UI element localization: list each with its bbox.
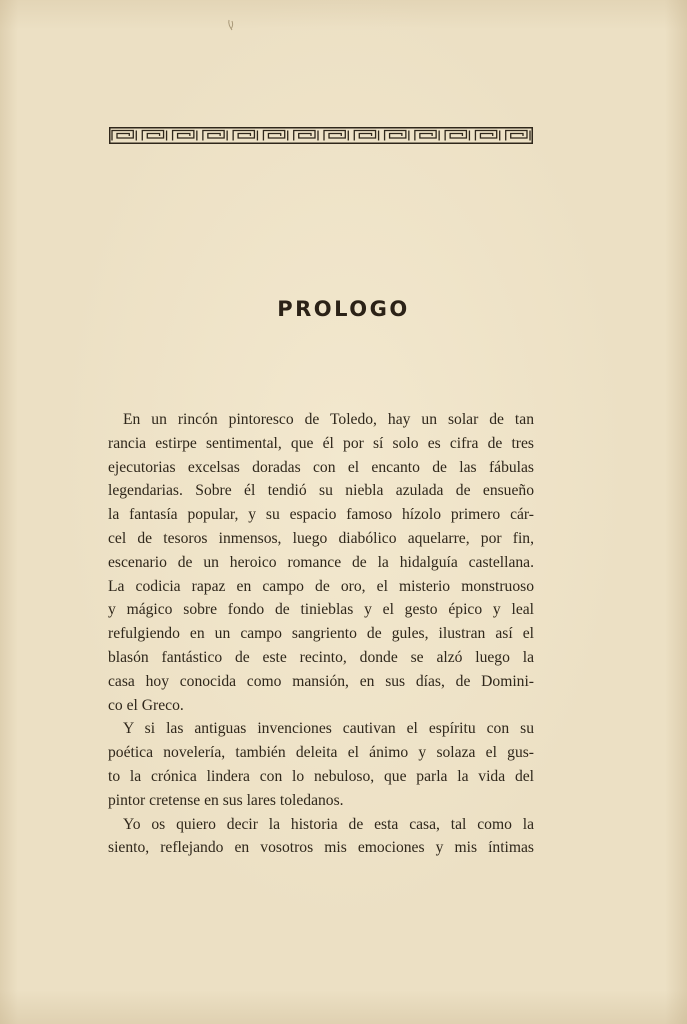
prologue-text — [108, 408, 534, 860]
text-line: Yo os quiero decir la historia de esta casa, tal como la — [123, 815, 534, 833]
text-line: rancia estirpe sentimental, que él por sí solo es cifra de tres — [108, 434, 534, 452]
greek-key-ornament — [109, 127, 533, 144]
meander-unit — [142, 131, 166, 141]
text-line: la fantasía popular, y su espacio famoso hízolo primero cár- — [108, 506, 534, 524]
meander-unit — [506, 131, 530, 141]
text-line: refulgiendo en un campo sangriento de gules, ilustran así el — [108, 625, 534, 643]
text-line: siento, reflejando en vosotros mis emociones y mis íntimas — [108, 839, 534, 857]
text-line: La codicia rapaz en campo de oro, el misterio monstruoso — [108, 577, 534, 595]
meander-unit — [173, 131, 197, 141]
text-line: escenario de un heroico romance de la hidalguía castellana. — [108, 553, 534, 571]
meander-unit — [294, 131, 318, 141]
meander-unit — [354, 131, 378, 141]
text-line: pintor cretense en sus lares toledanos. — [108, 791, 344, 809]
text-line: casa hoy conocida como mansión, en sus días, de Domini- — [108, 672, 534, 690]
text-line: En un rincón pintoresco de Toledo, hay un solar de tan — [123, 411, 534, 428]
text-line: blasón fantástico de este recinto, donde se alzó luego la — [108, 648, 534, 666]
meander-unit — [385, 131, 409, 141]
text-line: y mágico sobre fondo de tinieblas y el gesto épico y leal — [108, 601, 534, 619]
meander-unit — [445, 131, 469, 141]
text-line: cel de tesoros inmensos, luego diabólico aquelarre, por fin, — [108, 529, 534, 547]
text-line: co el Greco. — [108, 696, 184, 714]
meander-unit — [475, 131, 499, 141]
meander-unit — [324, 131, 348, 141]
meander-unit — [415, 131, 439, 141]
meander-unit — [263, 131, 287, 141]
stain-mark — [226, 18, 236, 32]
text-line: Y si las antiguas invenciones cautivan el espíritu con su — [123, 720, 534, 738]
text-line: to la crónica lindera con lo nebuloso, que parla la vida del — [108, 767, 534, 785]
text-line: ejecutorias excelsas doradas con el encanto de las fábulas — [108, 458, 534, 476]
text-line: poética novelería, también deleita el ánimo y solaza el gus- — [108, 744, 534, 762]
meander-unit — [112, 131, 136, 141]
page-title: PROLOGO — [277, 297, 410, 321]
text-line: legendarias. Sobre él tendió su niebla azulada de ensueño — [108, 482, 534, 500]
meander-unit — [233, 131, 257, 141]
meander-unit — [203, 131, 227, 141]
